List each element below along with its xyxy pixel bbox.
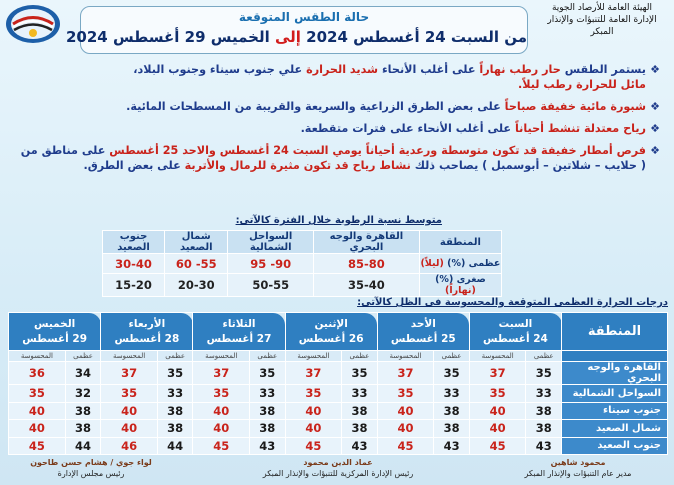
bullet-text: مائل للحرارة رطب ليلاً. bbox=[517, 78, 646, 91]
humidity-row-label: عظمى (%) (ليلاً) bbox=[419, 254, 501, 274]
max-temp-cell: 32 bbox=[65, 385, 101, 403]
day-date: 26 أغسطس bbox=[298, 332, 364, 345]
organization-header bbox=[536, 2, 668, 38]
humidity-cell: 85-80 bbox=[314, 254, 420, 274]
day-name: الخميس bbox=[34, 317, 76, 330]
temperature-region-name: القاهرة والوجه البحري bbox=[562, 362, 668, 385]
max-temp-cell: 38 bbox=[157, 402, 193, 420]
signature-title: مدير عام التنبؤات والإنذار المبكر bbox=[524, 469, 632, 478]
max-temp-cell: 38 bbox=[342, 402, 378, 420]
felt-temp-cell: 37 bbox=[469, 362, 526, 385]
felt-temp-cell: 46 bbox=[101, 437, 158, 455]
felt-temp-cell: 35 bbox=[9, 385, 66, 403]
max-temp-cell: 38 bbox=[526, 402, 562, 420]
organization-name: الهيئة العامة للأرصاد الجوية bbox=[551, 3, 653, 13]
felt-temp-cell: 40 bbox=[193, 402, 250, 420]
max-temp-cell: 43 bbox=[342, 437, 378, 455]
max-subheader: عظمى bbox=[65, 351, 101, 362]
bullet-text: على مناطق من bbox=[20, 144, 110, 157]
max-subheader: عظمى bbox=[250, 351, 286, 362]
ema-logo-icon bbox=[4, 3, 62, 45]
felt-temp-cell: 45 bbox=[285, 437, 342, 455]
forecast-bullet bbox=[14, 121, 660, 136]
humidity-cell: 20-30 bbox=[165, 274, 228, 297]
temperature-row bbox=[9, 420, 668, 438]
max-temp-cell: 43 bbox=[434, 437, 470, 455]
humidity-cell: 35-40 bbox=[314, 274, 420, 297]
bullet-diamond-icon: ❖ bbox=[650, 144, 660, 157]
felt-temp-cell: 40 bbox=[469, 402, 526, 420]
felt-temp-cell: 45 bbox=[193, 437, 250, 455]
signature-title: رئيس مجلس الإدارة bbox=[57, 469, 125, 478]
max-temp-cell: 33 bbox=[434, 385, 470, 403]
signature-title: رئيس الإدارة المركزية للتنبؤات والإنذار المبكر bbox=[262, 469, 414, 478]
to-date: الخميس 29 أغسطس 2024 bbox=[65, 28, 270, 46]
felt-subheader: المحسوسة bbox=[285, 351, 342, 362]
humidity-cell: 50-55 bbox=[228, 274, 314, 297]
day-name: الأربعاء bbox=[128, 317, 166, 330]
max-temp-cell: 35 bbox=[342, 362, 378, 385]
felt-temp-cell: 35 bbox=[101, 385, 158, 403]
felt-subheader: المحسوسة bbox=[193, 351, 250, 362]
bullet-text: على أغلب الأنحاء bbox=[378, 63, 480, 76]
felt-temp-cell: 40 bbox=[101, 420, 158, 438]
organization-department: الإدارة العامة للتنبؤات والإنذار المبكر bbox=[547, 15, 657, 37]
humidity-cell: 15-20 bbox=[103, 274, 165, 297]
forecast-bullets bbox=[14, 62, 660, 180]
felt-temp-cell: 36 bbox=[9, 362, 66, 385]
humidity-row-min bbox=[103, 274, 502, 297]
day-name: الإثنين bbox=[314, 317, 348, 330]
humidity-col-header: القاهرة والوجه البحري bbox=[314, 231, 420, 254]
max-temp-cell: 43 bbox=[526, 437, 562, 455]
humidity-region-header: المنطقة bbox=[419, 231, 501, 254]
felt-temp-cell: 40 bbox=[9, 420, 66, 438]
max-temp-cell: 35 bbox=[250, 362, 286, 385]
max-subheader: عظمى bbox=[342, 351, 378, 362]
signature-central-director bbox=[218, 457, 458, 479]
signature-name: عماد الدين محمود bbox=[303, 458, 373, 467]
temperature-day-header bbox=[193, 313, 285, 351]
felt-temp-cell: 40 bbox=[377, 420, 434, 438]
max-temp-cell: 38 bbox=[65, 420, 101, 438]
felt-temp-cell: 40 bbox=[101, 402, 158, 420]
max-temp-cell: 38 bbox=[434, 420, 470, 438]
felt-temp-cell: 37 bbox=[377, 362, 434, 385]
from-date: السبت 24 أغسطس 2024 bbox=[306, 28, 499, 46]
felt-temp-cell: 45 bbox=[9, 437, 66, 455]
max-subheader: عظمى bbox=[526, 351, 562, 362]
max-subheader: عظمى bbox=[157, 351, 193, 362]
max-temp-cell: 38 bbox=[342, 420, 378, 438]
temperature-row bbox=[9, 362, 668, 385]
temperature-day-header bbox=[101, 313, 193, 351]
felt-temp-cell: 40 bbox=[377, 402, 434, 420]
day-name: الثلاثاء bbox=[222, 317, 256, 330]
forecast-bullet bbox=[14, 99, 660, 114]
subheader-blank bbox=[562, 351, 668, 362]
felt-temp-cell: 40 bbox=[469, 420, 526, 438]
felt-temp-cell: 37 bbox=[101, 362, 158, 385]
felt-subheader: المحسوسة bbox=[377, 351, 434, 362]
forecast-period bbox=[65, 28, 527, 46]
temperature-region-name: جنوب سيناء bbox=[562, 402, 668, 420]
humidity-row-label: صغرى (%) (نهاراً) bbox=[419, 274, 501, 297]
temperature-region-name: شمال الصعيد bbox=[562, 420, 668, 438]
max-temp-cell: 38 bbox=[250, 420, 286, 438]
temperature-day-header bbox=[469, 313, 561, 351]
temperature-day-header bbox=[377, 313, 469, 351]
felt-temp-cell: 45 bbox=[469, 437, 526, 455]
temperature-subheader-row bbox=[9, 351, 668, 362]
humidity-row-max bbox=[103, 254, 502, 274]
max-temp-cell: 34 bbox=[65, 362, 101, 385]
felt-temp-cell: 37 bbox=[285, 362, 342, 385]
temperature-day-row bbox=[9, 313, 668, 351]
temperature-row bbox=[9, 402, 668, 420]
forecast-bullet bbox=[14, 143, 660, 173]
bullet-text: حار رطب نهاراً bbox=[479, 63, 561, 76]
felt-temp-cell: 40 bbox=[193, 420, 250, 438]
temperature-row bbox=[9, 385, 668, 403]
max-temp-cell: 38 bbox=[157, 420, 193, 438]
day-date: 25 أغسطس bbox=[390, 332, 456, 345]
humidity-cell: 30-40 bbox=[103, 254, 165, 274]
max-temp-cell: 35 bbox=[157, 362, 193, 385]
max-temp-cell: 33 bbox=[342, 385, 378, 403]
bullet-text: ( حلايب – شلاتين – أبوسمبل ) يصاحب ذلك bbox=[410, 159, 646, 172]
max-subheader: عظمى bbox=[434, 351, 470, 362]
signature-name: محمود شاهين bbox=[550, 458, 606, 467]
felt-temp-cell: 35 bbox=[285, 385, 342, 403]
bullet-text: يستمر الطقس bbox=[560, 63, 646, 76]
day-date: 27 أغسطس bbox=[206, 332, 272, 345]
felt-subheader: المحسوسة bbox=[101, 351, 158, 362]
temperature-day-header bbox=[9, 313, 101, 351]
forecast-bullet bbox=[14, 62, 660, 92]
day-name: السبت bbox=[498, 317, 533, 330]
humidity-table bbox=[102, 230, 502, 297]
temperature-day-header bbox=[285, 313, 377, 351]
temperature-region-header: المنطقة bbox=[562, 313, 668, 351]
forecast-subtitle: حالة الطقس المتوقعة bbox=[238, 10, 370, 24]
temperature-row bbox=[9, 437, 668, 455]
felt-temp-cell: 40 bbox=[285, 402, 342, 420]
humidity-cell: 90- 95 bbox=[228, 254, 314, 274]
humidity-col-header: السواحل الشمالية bbox=[228, 231, 314, 254]
felt-subheader: المحسوسة bbox=[9, 351, 66, 362]
felt-temp-cell: 45 bbox=[377, 437, 434, 455]
bullet-diamond-icon: ❖ bbox=[650, 63, 660, 76]
felt-temp-cell: 35 bbox=[469, 385, 526, 403]
signature-name: لواء جوي / هشام حسن طاحون bbox=[30, 458, 152, 467]
bullet-diamond-icon: ❖ bbox=[650, 100, 660, 113]
bullet-text: علي جنوب سيناء وجنوب البلاد، bbox=[133, 63, 307, 76]
bullet-text: شبورة مائية خفيفة صباحاً bbox=[504, 100, 646, 113]
felt-temp-cell: 35 bbox=[377, 385, 434, 403]
bullet-text: فرص أمطار خفيفة قد تكون متوسطة ورعدية أحياناً يومي السبت 24 أغسطس والاحد 25 أغسطس bbox=[109, 144, 646, 157]
humidity-col-header: جنوب الصعيد bbox=[103, 231, 165, 254]
temperature-region-name: جنوب الصعيد bbox=[562, 437, 668, 455]
to-label: إلى bbox=[274, 28, 301, 46]
humidity-cell: 55- 60 bbox=[165, 254, 228, 274]
temperature-title: درجات الحرارة العظمى المتوقعة والمحسوسة فى الظل كالآتى: bbox=[357, 297, 668, 308]
day-name: الأحد bbox=[410, 317, 436, 330]
temperature-table bbox=[8, 312, 668, 455]
bullet-text: نشاط رياح قد تكون مثيرة للرمال والأتربة bbox=[184, 159, 411, 172]
day-date: 28 أغسطس bbox=[114, 332, 180, 345]
max-temp-cell: 35 bbox=[434, 362, 470, 385]
max-temp-cell: 44 bbox=[157, 437, 193, 455]
signature-chairman bbox=[6, 457, 176, 479]
bullet-text: على بعض الطرق الزراعية والسريعة والقريبة من المسطحات المائية. bbox=[126, 100, 505, 113]
day-date: 24 أغسطس bbox=[483, 332, 548, 345]
bullet-text: على أغلب الأنحاء على فترات متقطعة. bbox=[300, 122, 515, 135]
max-temp-cell: 33 bbox=[157, 385, 193, 403]
max-temp-cell: 35 bbox=[526, 362, 562, 385]
max-temp-cell: 33 bbox=[526, 385, 562, 403]
temperature-region-name: السواحل الشمالية bbox=[562, 385, 668, 403]
bullet-text: شديد الحرارة bbox=[306, 63, 379, 76]
felt-temp-cell: 37 bbox=[193, 362, 250, 385]
felt-temp-cell: 40 bbox=[285, 420, 342, 438]
bullet-text: على بعض الطرق. bbox=[83, 159, 185, 172]
max-temp-cell: 44 bbox=[65, 437, 101, 455]
max-temp-cell: 38 bbox=[434, 402, 470, 420]
max-temp-cell: 43 bbox=[250, 437, 286, 455]
max-temp-cell: 38 bbox=[65, 402, 101, 420]
max-temp-cell: 38 bbox=[250, 402, 286, 420]
signature-general-manager bbox=[488, 457, 668, 479]
felt-subheader: المحسوسة bbox=[469, 351, 526, 362]
humidity-title: متوسط نسبة الرطوبة خلال الفترة كالآتى: bbox=[235, 215, 442, 226]
day-date: 29 أغسطس bbox=[22, 332, 88, 345]
title-box bbox=[65, 6, 528, 54]
felt-temp-cell: 40 bbox=[9, 402, 66, 420]
bullet-text: رياح معتدلة تنشط أحياناً bbox=[514, 122, 646, 135]
max-temp-cell: 33 bbox=[250, 385, 286, 403]
felt-temp-cell: 35 bbox=[193, 385, 250, 403]
from-label: من bbox=[504, 28, 527, 46]
max-temp-cell: 38 bbox=[526, 420, 562, 438]
humidity-col-header: شمال الصعيد bbox=[165, 231, 228, 254]
bullet-diamond-icon: ❖ bbox=[650, 122, 660, 135]
humidity-header-row bbox=[103, 231, 502, 254]
